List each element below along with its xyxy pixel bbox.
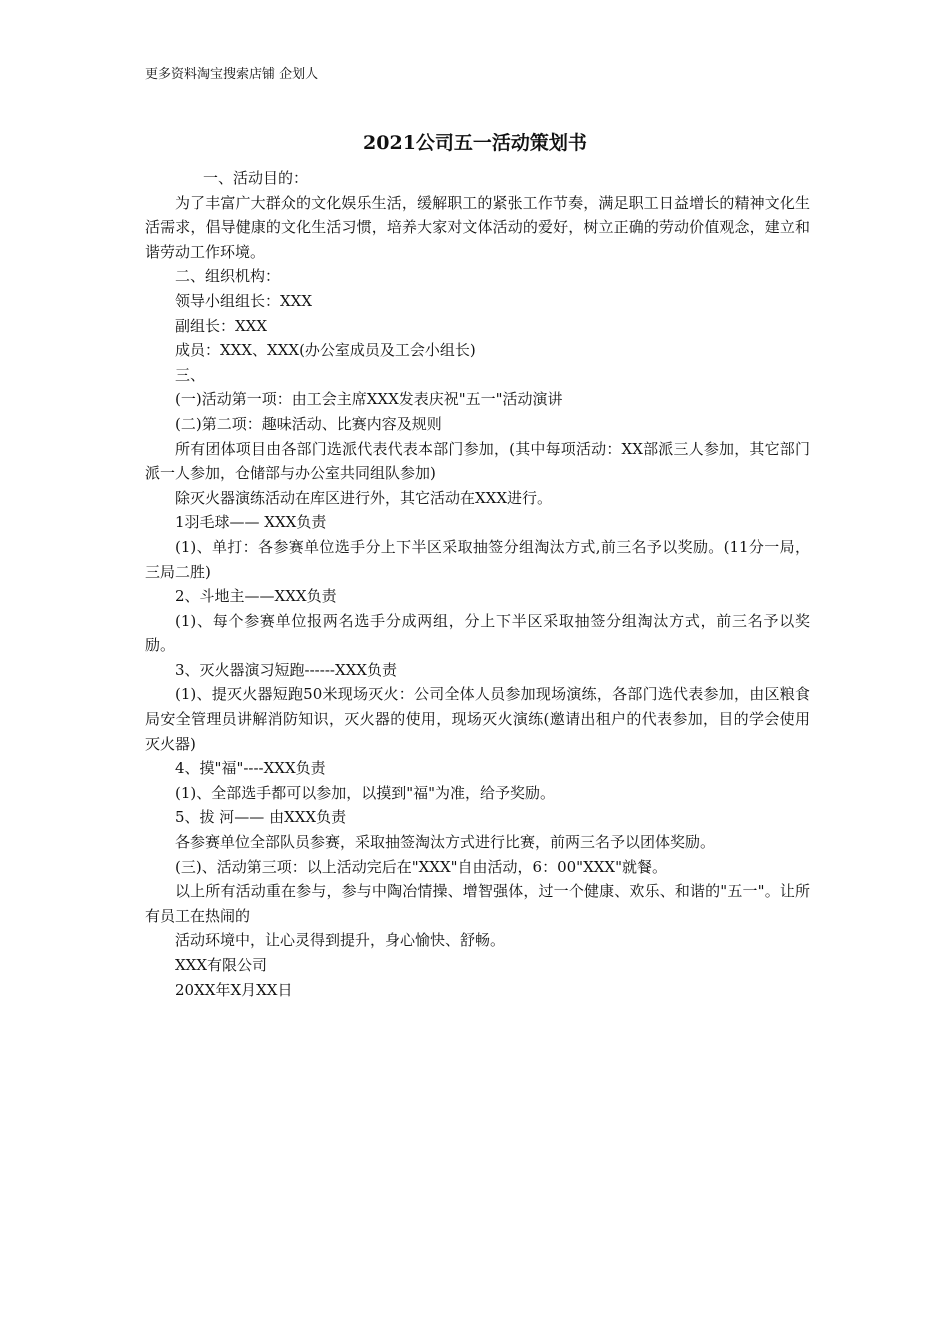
paragraph: 各参赛单位全部队员参赛，采取抽签淘汰方式进行比赛，前两三名予以团体奖励。 <box>175 833 716 852</box>
section-heading: 三、 <box>175 365 206 384</box>
paragraph: (1)、每个参赛单位报两名选手分成两组，分上下半区采取抽签分组淘汰方式，前三名予以奖励。 <box>145 611 810 655</box>
document-title: 2021公司五一活动策划书 <box>363 132 587 154</box>
paragraph: (三)、活动第三项：以上活动完后在"XXX"自由活动，6：00"XXX"就餐。 <box>175 857 668 876</box>
paragraph: (1)、单打：各参赛单位选手分上下半区采取抽签分组淘汰方式,前三名予以奖励。(11分一局，三局二胜) <box>145 537 810 581</box>
paragraph: (二)第二项：趣味活动、比赛内容及规则 <box>175 414 442 433</box>
section-heading: 一、活动目的： <box>203 169 309 187</box>
paragraph: 4、摸"福"----XXX负责 <box>175 759 326 778</box>
paragraph: 2、斗地主——XXX负责 <box>175 587 337 606</box>
paragraph: 活动环境中，让心灵得到提升，身心愉快、舒畅。 <box>175 931 506 950</box>
paragraph: 除灭火器演练活动在库区进行外，其它活动在XXX进行。 <box>175 488 553 507</box>
section-heading: 二、组织机构： <box>175 267 281 286</box>
paragraph: 为了丰富广大群众的文化娱乐生活，缓解职工的紧张工作节奏，满足职工日益增长的精神文化生活需求，倡导健康的文化生活习惯，培养大家对文体活动的爱好，树立正确的劳动价值观念，建立和谐劳动工作环境。 <box>145 193 810 261</box>
paragraph: (1)、全部选手都可以参加，以摸到"福"为准，给予奖励。 <box>175 783 556 802</box>
paragraph: 1羽毛球—— XXX负责 <box>175 513 327 532</box>
paragraph: (一)活动第一项：由工会主席XXX发表庆祝"五一"活动演讲 <box>175 390 563 409</box>
header-note: 更多资料淘宝搜索店铺 企划人 <box>145 67 319 82</box>
paragraph: 副组长：XXX <box>175 316 268 335</box>
paragraph: (1)、提灭火器短跑50米现场灭火：公司全体人员参加现场演练，各部门选代表参加，由区粮食局安全管理员讲解消防知识，灭火器的使用，现场灭火演练(邀请出租户的代表参加，目的学会使用灭火器) <box>145 685 810 753</box>
paragraph: 5、拔 河—— 由XXX负责 <box>175 808 347 827</box>
paragraph: 领导小组组长：XXX <box>175 291 313 310</box>
paragraph: 成员：XXX、XXX(办公室成员及工会小组长) <box>175 341 476 360</box>
paragraph: 以上所有活动重在参与，参与中陶冶情操、增智强体，过一个健康、欢乐、和谐的"五一"。让所有员工在热闹的 <box>145 882 810 925</box>
document-date: 20XX年X月XX日 <box>175 980 293 999</box>
company-name: XXX有限公司 <box>175 956 268 974</box>
document-body <box>145 166 810 1002</box>
paragraph: 3、灭火器演习短跑------XXX负责 <box>175 660 397 679</box>
paragraph: 所有团体项目由各部门选派代表代表本部门参加，(其中每项活动：XX部派三人参加，其它部门派一人参加，仓储部与办公室共同组队参加) <box>145 439 810 483</box>
